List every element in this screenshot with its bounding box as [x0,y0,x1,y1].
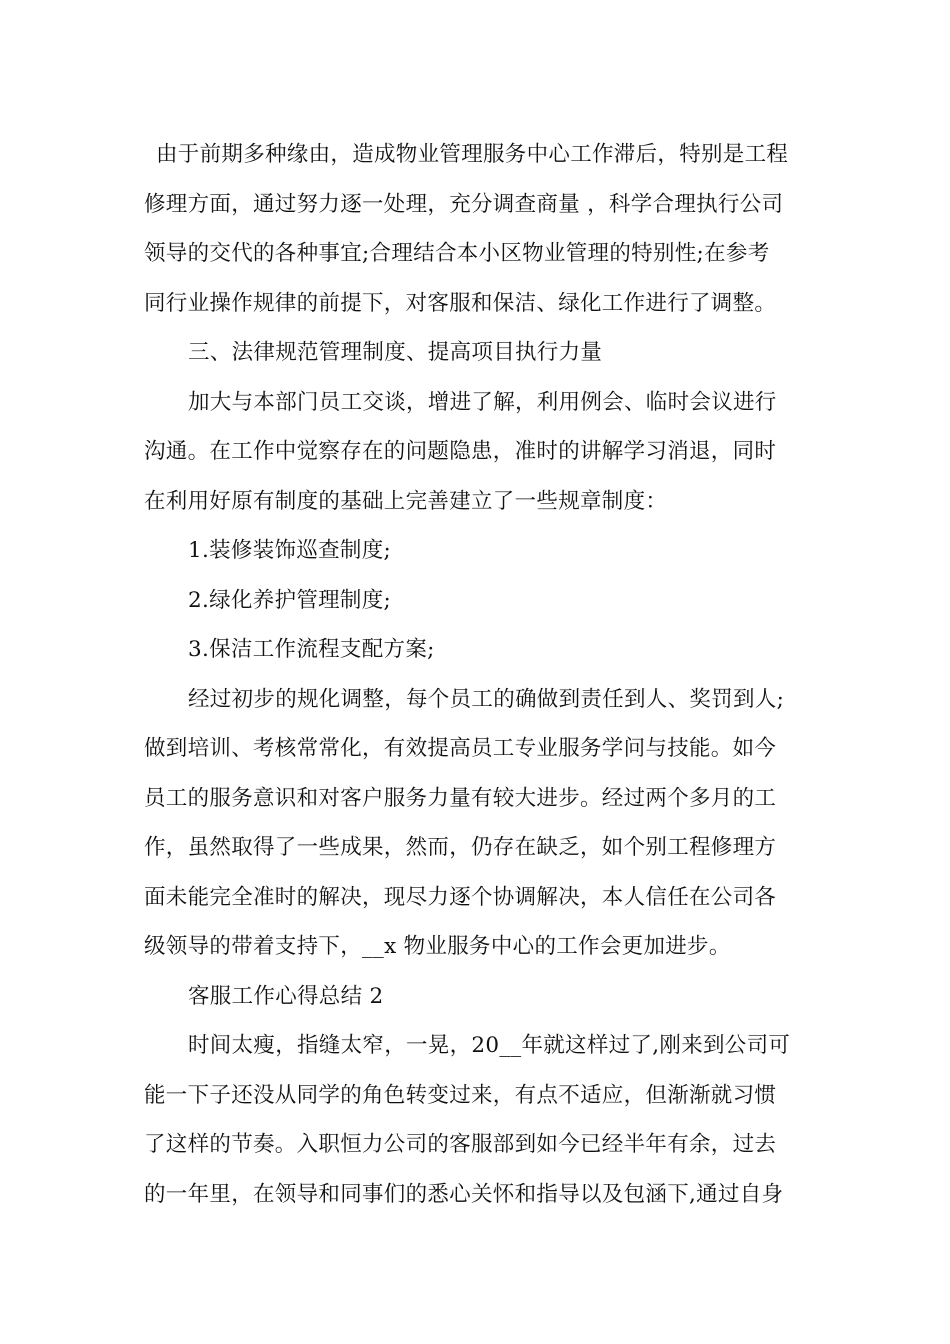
section-heading: 三、法律规范管理制度、提高项目执行力量 [188,340,603,365]
paragraph-line: 面未能完全准时的解决，现尽力逐个协调解决，本人信任在公司各 [144,884,777,910]
paragraph-line: 时间太瘦，指缝太窄，一晃，20__年就这样过了,刚来到公司可 [188,1033,791,1058]
paragraph-line: 加大与本部门员工交谈，增进了解，利用例会、临时会议进行 [188,389,777,415]
paragraph-line: 做到培训、考核常常化，有效提高员工专业服务学问与技能。如今 [144,736,777,761]
paragraph-line: 在利用好原有制度的基础上完善建立了一些规章制度： [144,488,668,514]
paragraph-line: 沟通。在工作中觉察存在的问题隐患，准时的讲解学习消退，同时 [144,439,777,464]
paragraph-line: 员工的服务意识和对客户服务力量有较大进步。经过两个多月的工 [144,785,777,811]
paragraph-line: 经过初步的规化调整，每个员工的确做到责任到人、奖罚到人; [188,686,785,712]
document-body [144,130,804,1219]
paragraph-line: 了这样的节奏。入职恒力公司的客服部到如今已经半年有余，过去 [144,1132,777,1157]
list-item: 2.绿化养护管理制度; [188,587,392,613]
paragraph-line: 级领导的带着支持下，__x 物业服务中心的工作会更加进步。 [144,934,731,959]
paragraph-line: 同行业操作规律的前提下，对客服和保洁、绿化工作进行了调整。 [144,290,777,316]
paragraph-line: 能一下子还没从同学的角色转变过来，有点不适应，但渐渐就习惯 [144,1082,777,1108]
section-title: 客服工作心得总结 2 [188,983,384,1009]
list-item: 3.保洁工作流程支配方案; [188,637,435,662]
paragraph-line: 的一年里，在领导和同事们的悉心关怀和指导以及包涵下,通过自身 [144,1181,784,1207]
paragraph-line: 由于前期多种缘由，造成物业管理服务中心工作滞后，特别是工程 [156,142,789,167]
paragraph-line: 作，虽然取得了一些成果，然而，仍存在缺乏，如个别工程修理方 [144,835,777,860]
paragraph-line: 修理方面，通过努力逐一处理，充分调查商量 ，科学合理执行公司 [144,191,784,217]
list-item: 1.装修装饰巡查制度; [188,538,392,563]
paragraph-line: 领导的交代的各种事宜;合理结合本小区物业管理的特别性;在参考 [144,241,770,266]
